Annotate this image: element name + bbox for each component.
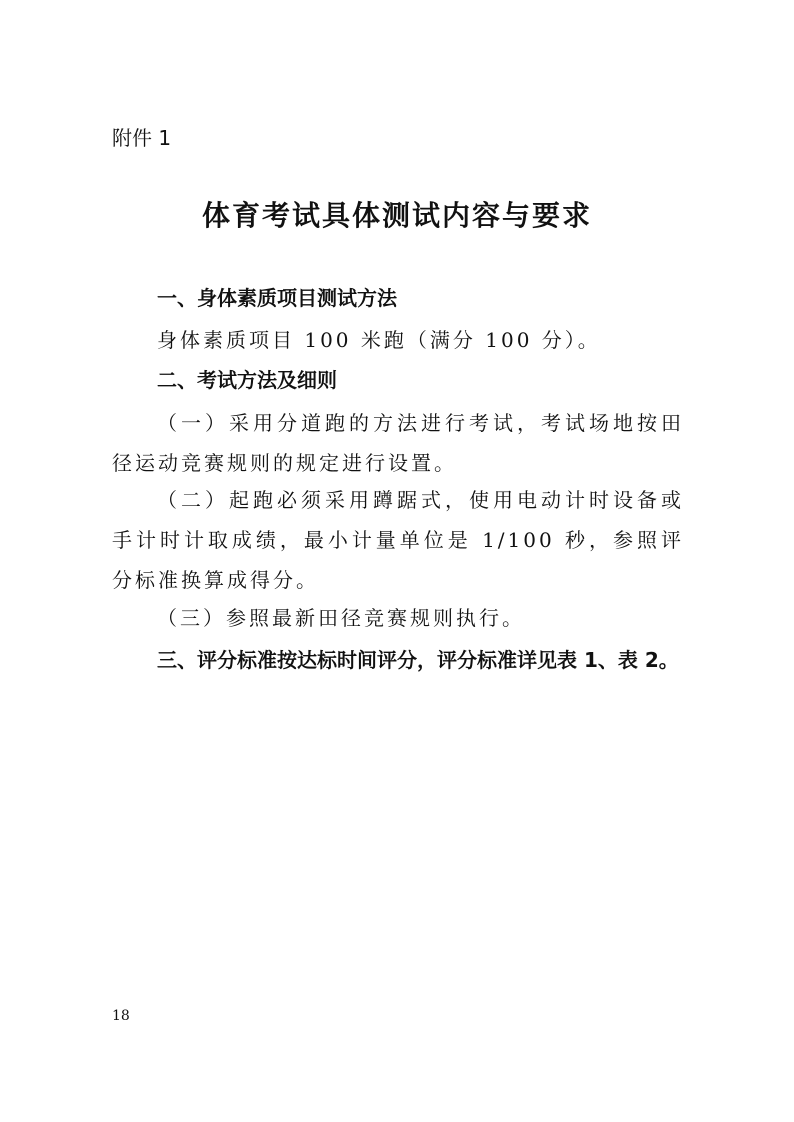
section-2-paragraph-2: （二）起跑必须采用蹲踞式，使用电动计时设备或手计时计取成绩，最小计量单位是 1/100 秒，参照评分标准换算成得分。 bbox=[112, 488, 684, 592]
section-heading-1: 一、身体素质项目测试方法 bbox=[157, 286, 397, 310]
section-heading-3: 三、评分标准按达标时间评分，评分标准详见表 1、表 2。 bbox=[157, 648, 679, 672]
section-2-paragraph-3: （三）参照最新田径竞赛规则执行。 bbox=[157, 606, 525, 630]
page-number: 18 bbox=[112, 1008, 130, 1024]
section-heading-2: 二、考试方法及细则 bbox=[157, 368, 337, 392]
section-1-paragraph-1: 身体素质项目 100 米跑（满分 100 分）。 bbox=[157, 328, 601, 352]
section-2-paragraph-1: （一）采用分道跑的方法进行考试，考试场地按田径运动竞赛规则的规定进行设置。 bbox=[112, 411, 684, 475]
document-title: 体育考试具体测试内容与要求 bbox=[201, 199, 592, 232]
attachment-label: 附件 1 bbox=[112, 126, 172, 150]
